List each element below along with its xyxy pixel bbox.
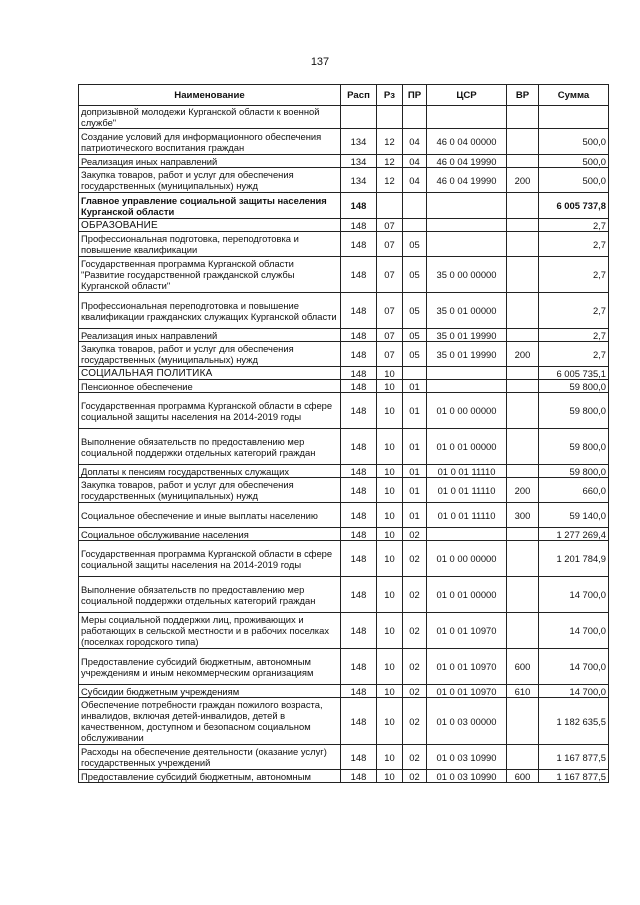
cell-rz: 12 xyxy=(377,155,403,168)
cell-vr xyxy=(507,380,539,393)
page-number: 137 xyxy=(310,56,330,68)
cell-vr xyxy=(507,577,539,613)
cell-rz xyxy=(377,193,403,219)
cell-vr: 600 xyxy=(507,770,539,783)
cell-csr: 01 0 01 11110 xyxy=(427,478,507,503)
cell-rz: 07 xyxy=(377,342,403,367)
cell-rz: 10 xyxy=(377,541,403,577)
cell-sum: 6 005 735,1 xyxy=(539,367,609,380)
cell-rz: 10 xyxy=(377,745,403,770)
cell-name: Меры социальной поддержки лиц, проживающих и работающих в сельской местности и в рабочих поселках (поселках городского типа) xyxy=(79,613,341,649)
cell-rasp: 148 xyxy=(341,193,377,219)
cell-rasp: 134 xyxy=(341,129,377,155)
cell-csr: 35 0 00 00000 xyxy=(427,257,507,293)
cell-sum: 1 201 784,9 xyxy=(539,541,609,577)
cell-csr: 01 0 01 00000 xyxy=(427,429,507,465)
cell-rasp: 148 xyxy=(341,541,377,577)
cell-csr: 01 0 01 10970 xyxy=(427,685,507,698)
cell-sum: 500,0 xyxy=(539,168,609,193)
cell-csr: 46 0 04 19990 xyxy=(427,168,507,193)
cell-vr xyxy=(507,129,539,155)
table-row xyxy=(79,129,609,155)
table-row xyxy=(79,342,609,367)
cell-csr: 01 0 00 00000 xyxy=(427,393,507,429)
cell-pr: 01 xyxy=(403,429,427,465)
cell-pr xyxy=(403,193,427,219)
cell-vr xyxy=(507,745,539,770)
cell-rasp: 148 xyxy=(341,745,377,770)
cell-pr: 02 xyxy=(403,649,427,685)
table-row xyxy=(79,193,609,219)
table-row xyxy=(79,168,609,193)
table-row xyxy=(79,745,609,770)
header-rz: Рз xyxy=(377,85,403,106)
table-row xyxy=(79,393,609,429)
cell-csr xyxy=(427,367,507,380)
cell-rz: 10 xyxy=(377,577,403,613)
table-row xyxy=(79,106,609,129)
cell-vr xyxy=(507,232,539,257)
cell-vr: 200 xyxy=(507,478,539,503)
cell-pr: 01 xyxy=(403,478,427,503)
cell-rz: 10 xyxy=(377,685,403,698)
cell-name: Социальное обеспечение и иные выплаты населению xyxy=(79,503,341,528)
cell-csr: 35 0 01 00000 xyxy=(427,293,507,329)
cell-name: Реализация иных направлений xyxy=(79,329,341,342)
cell-sum: 14 700,0 xyxy=(539,613,609,649)
cell-rasp: 148 xyxy=(341,478,377,503)
table-row xyxy=(79,219,609,232)
cell-vr: 200 xyxy=(507,168,539,193)
table-row xyxy=(79,257,609,293)
header-vr: ВР xyxy=(507,85,539,106)
cell-pr: 05 xyxy=(403,232,427,257)
cell-vr xyxy=(507,465,539,478)
table-row xyxy=(79,770,609,783)
cell-rz: 10 xyxy=(377,478,403,503)
cell-rz: 10 xyxy=(377,613,403,649)
cell-sum: 1 277 269,4 xyxy=(539,528,609,541)
cell-name: Предоставление субсидий бюджетным, автономным xyxy=(79,770,341,783)
cell-name: Закупка товаров, работ и услуг для обеспечения государственных (муниципальных) нужд xyxy=(79,342,341,367)
cell-vr xyxy=(507,106,539,129)
table-row xyxy=(79,465,609,478)
cell-name: Реализация иных направлений xyxy=(79,155,341,168)
cell-rasp: 148 xyxy=(341,503,377,528)
cell-rz: 10 xyxy=(377,367,403,380)
cell-csr: 01 0 03 10990 xyxy=(427,745,507,770)
cell-pr: 02 xyxy=(403,613,427,649)
cell-rasp: 148 xyxy=(341,257,377,293)
cell-pr: 04 xyxy=(403,155,427,168)
cell-sum: 59 800,0 xyxy=(539,380,609,393)
cell-vr xyxy=(507,393,539,429)
cell-pr: 02 xyxy=(403,698,427,745)
cell-csr: 01 0 03 10990 xyxy=(427,770,507,783)
cell-sum: 2,7 xyxy=(539,342,609,367)
header-sum: Сумма xyxy=(539,85,609,106)
cell-vr xyxy=(507,429,539,465)
cell-vr xyxy=(507,193,539,219)
cell-vr xyxy=(507,257,539,293)
cell-sum: 1 182 635,5 xyxy=(539,698,609,745)
cell-sum: 660,0 xyxy=(539,478,609,503)
cell-sum: 2,7 xyxy=(539,232,609,257)
cell-sum: 14 700,0 xyxy=(539,685,609,698)
cell-sum: 6 005 737,8 xyxy=(539,193,609,219)
cell-rz: 10 xyxy=(377,528,403,541)
cell-vr xyxy=(507,155,539,168)
cell-rasp: 148 xyxy=(341,698,377,745)
cell-csr xyxy=(427,106,507,129)
cell-name: Государственная программа Курганской области в сфере социальной защиты населения на 2014-2019 годы xyxy=(79,393,341,429)
cell-rasp: 134 xyxy=(341,168,377,193)
table-row xyxy=(79,367,609,380)
cell-sum: 1 167 877,5 xyxy=(539,770,609,783)
cell-rasp: 148 xyxy=(341,380,377,393)
cell-pr xyxy=(403,219,427,232)
cell-pr: 02 xyxy=(403,577,427,613)
cell-pr: 05 xyxy=(403,293,427,329)
cell-csr: 01 0 01 11110 xyxy=(427,465,507,478)
table-row xyxy=(79,232,609,257)
cell-sum: 2,7 xyxy=(539,293,609,329)
cell-csr: 01 0 01 11110 xyxy=(427,503,507,528)
cell-rz: 10 xyxy=(377,393,403,429)
cell-csr: 46 0 04 00000 xyxy=(427,129,507,155)
cell-csr xyxy=(427,528,507,541)
cell-sum: 59 140,0 xyxy=(539,503,609,528)
cell-rasp: 148 xyxy=(341,429,377,465)
cell-sum: 500,0 xyxy=(539,155,609,168)
cell-pr: 01 xyxy=(403,503,427,528)
cell-name: Закупка товаров, работ и услуг для обеспечения государственных (муниципальных) нужд xyxy=(79,478,341,503)
cell-csr xyxy=(427,380,507,393)
cell-pr: 02 xyxy=(403,528,427,541)
cell-sum: 500,0 xyxy=(539,129,609,155)
cell-vr: 300 xyxy=(507,503,539,528)
cell-rasp: 148 xyxy=(341,232,377,257)
cell-pr: 05 xyxy=(403,329,427,342)
cell-rasp: 148 xyxy=(341,342,377,367)
budget-table xyxy=(78,84,609,783)
table-header-row xyxy=(79,85,609,106)
cell-rasp: 148 xyxy=(341,613,377,649)
table-row xyxy=(79,685,609,698)
cell-name: Создание условий для информационного обеспечения патриотического воспитания граждан xyxy=(79,129,341,155)
cell-rz: 07 xyxy=(377,232,403,257)
table-row xyxy=(79,380,609,393)
cell-rasp: 148 xyxy=(341,219,377,232)
cell-sum: 2,7 xyxy=(539,257,609,293)
table-row xyxy=(79,528,609,541)
cell-pr: 01 xyxy=(403,380,427,393)
cell-pr: 02 xyxy=(403,685,427,698)
table-row xyxy=(79,293,609,329)
cell-vr xyxy=(507,528,539,541)
header-rasp: Расп xyxy=(341,85,377,106)
cell-name: Предоставление субсидий бюджетным, автономным учреждениям и иным некоммерческим организациям xyxy=(79,649,341,685)
cell-pr: 05 xyxy=(403,257,427,293)
cell-pr: 01 xyxy=(403,465,427,478)
cell-name: СОЦИАЛЬНАЯ ПОЛИТИКА xyxy=(79,367,341,380)
cell-name: Профессиональная переподготовка и повышение квалификации гражданских служащих Курганской области xyxy=(79,293,341,329)
table-row xyxy=(79,329,609,342)
cell-rz: 10 xyxy=(377,503,403,528)
cell-pr: 04 xyxy=(403,168,427,193)
cell-rasp: 148 xyxy=(341,393,377,429)
table-row xyxy=(79,698,609,745)
cell-rz: 07 xyxy=(377,329,403,342)
cell-sum: 1 167 877,5 xyxy=(539,745,609,770)
cell-vr: 610 xyxy=(507,685,539,698)
cell-rz: 10 xyxy=(377,465,403,478)
cell-name: Расходы на обеспечение деятельности (оказание услуг) государственных учреждений xyxy=(79,745,341,770)
cell-rasp: 148 xyxy=(341,329,377,342)
cell-csr xyxy=(427,232,507,257)
cell-sum xyxy=(539,106,609,129)
table-row xyxy=(79,577,609,613)
cell-vr xyxy=(507,293,539,329)
cell-vr: 600 xyxy=(507,649,539,685)
cell-name: Выполнение обязательств по предоставлению мер социальной поддержки отдельных категорий граждан xyxy=(79,429,341,465)
cell-csr: 35 0 01 19990 xyxy=(427,329,507,342)
cell-rasp: 148 xyxy=(341,528,377,541)
cell-rz: 10 xyxy=(377,770,403,783)
table-row xyxy=(79,649,609,685)
cell-rasp: 148 xyxy=(341,649,377,685)
cell-csr: 01 0 01 10970 xyxy=(427,649,507,685)
table-body xyxy=(79,106,609,783)
cell-rz: 10 xyxy=(377,429,403,465)
cell-name: допризывной молодежи Курганской области к военной службе" xyxy=(79,106,341,129)
cell-rz: 10 xyxy=(377,649,403,685)
cell-sum: 59 800,0 xyxy=(539,429,609,465)
cell-sum: 59 800,0 xyxy=(539,465,609,478)
cell-vr xyxy=(507,541,539,577)
table-row xyxy=(79,503,609,528)
cell-rasp: 134 xyxy=(341,155,377,168)
table-row xyxy=(79,429,609,465)
cell-name: Выполнение обязательств по предоставлению мер социальной поддержки отдельных категорий граждан xyxy=(79,577,341,613)
cell-pr: 05 xyxy=(403,342,427,367)
cell-rasp: 148 xyxy=(341,465,377,478)
cell-csr: 46 0 04 19990 xyxy=(427,155,507,168)
cell-rasp: 148 xyxy=(341,685,377,698)
cell-sum: 2,7 xyxy=(539,329,609,342)
cell-rasp: 148 xyxy=(341,293,377,329)
cell-rz: 07 xyxy=(377,219,403,232)
cell-sum: 59 800,0 xyxy=(539,393,609,429)
cell-vr xyxy=(507,329,539,342)
cell-sum: 14 700,0 xyxy=(539,649,609,685)
cell-pr xyxy=(403,367,427,380)
cell-rz: 10 xyxy=(377,380,403,393)
cell-pr: 02 xyxy=(403,541,427,577)
cell-rasp xyxy=(341,106,377,129)
cell-csr: 01 0 01 10970 xyxy=(427,613,507,649)
cell-vr xyxy=(507,613,539,649)
cell-vr xyxy=(507,219,539,232)
cell-rasp: 148 xyxy=(341,770,377,783)
header-name: Наименование xyxy=(79,85,341,106)
cell-rz: 07 xyxy=(377,257,403,293)
header-csr: ЦСР xyxy=(427,85,507,106)
table-row xyxy=(79,613,609,649)
cell-name: Пенсионное обеспечение xyxy=(79,380,341,393)
cell-sum: 14 700,0 xyxy=(539,577,609,613)
cell-csr: 01 0 00 00000 xyxy=(427,541,507,577)
cell-rz: 12 xyxy=(377,129,403,155)
cell-name: Доплаты к пенсиям государственных служащих xyxy=(79,465,341,478)
cell-rz: 07 xyxy=(377,293,403,329)
cell-vr: 200 xyxy=(507,342,539,367)
cell-rz: 12 xyxy=(377,168,403,193)
cell-rz xyxy=(377,106,403,129)
cell-rasp: 148 xyxy=(341,577,377,613)
header-pr: ПР xyxy=(403,85,427,106)
cell-csr xyxy=(427,219,507,232)
cell-csr: 35 0 01 19990 xyxy=(427,342,507,367)
cell-name: ОБРАЗОВАНИЕ xyxy=(79,219,341,232)
cell-vr xyxy=(507,367,539,380)
cell-name: Обеспечение потребности граждан пожилого возраста, инвалидов, включая детей-инвалидов, детей в качественном, доступном и безопасном социальном обслуживании xyxy=(79,698,341,745)
cell-name: Профессиональная подготовка, переподготовка и повышение квалификации xyxy=(79,232,341,257)
cell-rasp: 148 xyxy=(341,367,377,380)
cell-pr: 04 xyxy=(403,129,427,155)
cell-name: Субсидии бюджетным учреждениям xyxy=(79,685,341,698)
cell-pr: 01 xyxy=(403,393,427,429)
cell-rz: 10 xyxy=(377,698,403,745)
cell-pr: 02 xyxy=(403,770,427,783)
cell-csr: 01 0 03 00000 xyxy=(427,698,507,745)
cell-name: Государственная программа Курганской области "Развитие государственной гражданской службы Курганской области" xyxy=(79,257,341,293)
cell-name: Социальное обслуживание населения xyxy=(79,528,341,541)
cell-name: Главное управление социальной защиты населения Курганской области xyxy=(79,193,341,219)
cell-pr: 02 xyxy=(403,745,427,770)
cell-sum: 2,7 xyxy=(539,219,609,232)
cell-name: Государственная программа Курганской области в сфере социальной защиты населения на 2014-2019 годы xyxy=(79,541,341,577)
cell-vr xyxy=(507,698,539,745)
cell-pr xyxy=(403,106,427,129)
cell-name: Закупка товаров, работ и услуг для обеспечения государственных (муниципальных) нужд xyxy=(79,168,341,193)
cell-csr xyxy=(427,193,507,219)
table-row xyxy=(79,478,609,503)
table-row xyxy=(79,541,609,577)
table-row xyxy=(79,155,609,168)
cell-csr: 01 0 01 00000 xyxy=(427,577,507,613)
